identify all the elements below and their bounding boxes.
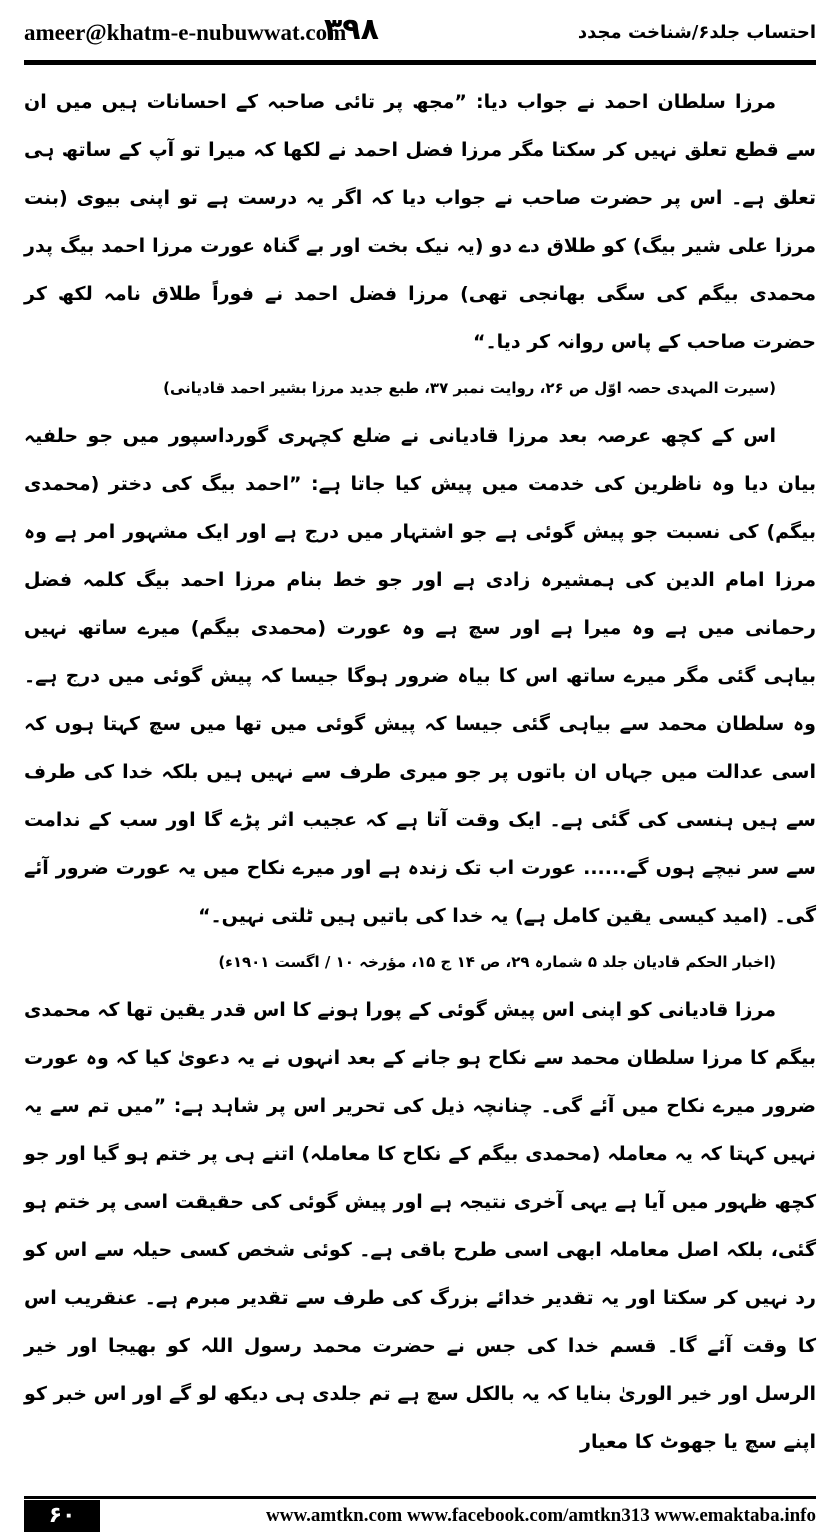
footer-urls[interactable]: www.amtkn.com www.facebook.com/amtkn313 www.emaktaba.info — [266, 1505, 816, 1526]
paragraph-2: اس کے کچھ عرصہ بعد مرزا قادیانی نے ضلع کچہری گورداسپور میں جو حلفیہ بیان دیا وہ ناظرین کی خدمت میں پیش کیا جاتا ہے: ”احمد بیگ کی دختر (محمدی بیگم) کی نسبت جو پیش گوئی ہے جو اشتہار میں درج ہے اور ایک مشہور امر ہے وہ مرزا امام الدین کی ہمشیرہ زادی ہے اور جو خط بنام مرزا احمد بیگ کلمہ فضل رحمانی میں ہے وہ میرا ہے اور سچ ہے وہ عورت (محمدی بیگم) میرے ساتھ نہیں بیاہی گئی مگر میرے ساتھ اس کا بیاہ ضرور ہوگا جیسا کہ پیش گوئی میں درج ہے۔ وہ سلطان محمد سے بیاہی گئی جیسا کہ پیش گوئی میں تھا میں سچ کہتا ہوں کہ اسی عدالت میں جہاں ان باتوں پر جو میری طرف سے نہیں ہیں بلکہ خدا کی طرف سے ہیں ہنسی کی گئی ہے۔ ایک وقت آتا ہے کہ عجیب اثر پڑے گا اور سب کے ندامت سے سر نیچے ہوں گے...... عورت اب تک زندہ ہے اور میرے نکاح میں یہ عورت ضرور آئے گی۔ (امید کیسی یقین کامل ہے) یہ خدا کی باتیں ہیں ٹلتی نہیں۔“ — [24, 425, 816, 927]
header-book-title: احتساب جلد۶/شناخت مجدد — [577, 22, 816, 43]
reference-1: (سیرت المہدی حصہ اوّل ص ۲۶، روایت نمبر ۳۷، طبع جدید مرزا بشیر احمد قادیانی) — [163, 379, 776, 397]
footer-divider — [24, 1496, 816, 1499]
page-body — [24, 78, 816, 1466]
header-email[interactable]: ameer@khatm-e-nubuwwat.com — [24, 20, 347, 45]
page-header — [24, 12, 816, 60]
header-page-number: ۳۹۸ — [324, 12, 379, 47]
page-footer — [24, 1496, 816, 1532]
paragraph-3: مرزا قادیانی کو اپنی اس پیش گوئی کے پورا ہونے کا اس قدر یقین تھا کہ محمدی بیگم کا مرزا سلطان محمد سے نکاح ہو جانے کے بعد انہوں نے یہ دعویٰ کیا کہ وہ عورت ضرور میرے نکاح میں آئے گی۔ چنانچہ ذیل کی تحریر اس پر شاہد ہے: ”میں تم سے یہ نہیں کہتا کہ یہ معاملہ (محمدی بیگم کے نکاح کا معاملہ) اتنے ہی پر ختم ہو گیا اور جو کچھ ظہور میں آیا ہے یہی آخری نتیجہ ہے اور پیش گوئی کی حقیقت اسی پر ختم ہو گئی، بلکہ اصل معاملہ ابھی اسی طرح باقی ہے۔ کوئی شخص کسی حیلہ سے اس کو رد نہیں کر سکتا اور یہ تقدیر خدائے بزرگ کی طرف سے تقدیر مبرم ہے۔ عنقریب اس کا وقت آئے گا۔ قسم خدا کی جس نے حضرت محمد رسول اللہ کو بھیجا اور خیر الرسل اور خیر الوریٰ بنایا کہ یہ بالکل سچ ہے تم جلدی ہی دیکھ لو گے اور اس خبر کو اپنے سچ یا جھوٹ کا معیار — [24, 999, 816, 1453]
footer-page-number: ۶۰ — [24, 1500, 100, 1532]
header-divider — [24, 60, 816, 65]
paragraph-1: مرزا سلطان احمد نے جواب دیا: ”مجھ پر تائی صاحبہ کے احسانات ہیں میں ان سے قطع تعلق نہیں کر سکتا مگر مرزا فضل احمد نے لکھا کہ میرا تو آپ کے ساتھ ہی تعلق ہے۔ اس پر حضرت صاحب نے جواب دیا کہ اگر یہ درست ہے تو اپنی بیوی (بنت مرزا علی شیر بیگ) کو طلاق دے دو (یہ نیک بخت اور بے گناہ عورت مرزا احمد بیگ پدر محمدی بیگم کی سگی بھانجی تھی) مرزا فضل احمد نے فوراً طلاق نامہ لکھ کر حضرت صاحب کے پاس روانہ کر دیا۔“ — [24, 91, 816, 353]
reference-2: (اخبار الحکم قادیان جلد ۵ شمارہ ۲۹، ص ۱۴ ج ۱۵، مؤرخہ ۱۰ / اگست ۱۹۰۱ء) — [218, 953, 776, 971]
